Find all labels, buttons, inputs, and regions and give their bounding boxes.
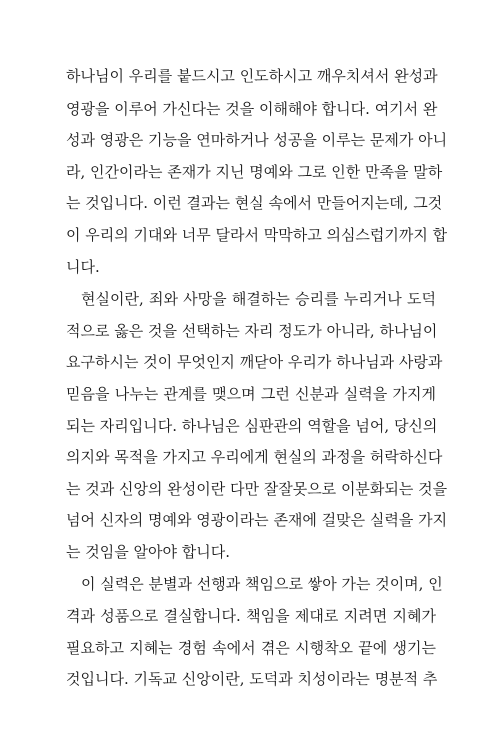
text-line: 격과 성품으로 결실합니다. 책임을 제대로 지려면 지혜가	[66, 607, 436, 625]
text-line: 는 것과 신앙의 완성이란 다만 잘잘못으로 이분화되는 것을	[66, 480, 448, 498]
text-line: 이 실력은 분별과 선행과 책임으로 쌓아 가는 것이며, 인	[81, 575, 443, 593]
text-line: 적으로 옳은 것을 선택하는 자리 정도가 아니라, 하나님이	[66, 322, 438, 340]
text-line: 영광을 이루어 가신다는 것을 이해해야 합니다. 여기서 완	[66, 100, 438, 118]
text-line: 는 것임을 알아야 합니다.	[66, 543, 230, 561]
text-line: 것입니다. 기독교 신앙이란, 도덕과 치성이라는 명분적 추	[66, 670, 438, 688]
text-line: 넘어 신자의 명예와 영광이라는 존재에 걸맞은 실력을 가지	[66, 511, 448, 529]
text-line: 현실이란, 죄와 사망을 해결하는 승리를 누리거나 도덕	[81, 290, 436, 308]
text-line: 는 것입니다. 이런 결과는 현실 속에서 만들어지는데, 그것	[66, 194, 443, 212]
text-line: 되는 자리입니다. 하나님은 심판관의 역할을 넘어, 당신의	[66, 417, 438, 435]
text-line: 필요하고 지혜는 경험 속에서 겪은 시행착오 끝에 생기는	[66, 639, 436, 657]
text-line: 니다.	[66, 258, 100, 276]
text-line: 이 우리의 기대와 너무 달라서 막막하고 의심스럽기까지 합	[66, 226, 448, 244]
text-line: 믿음을 나누는 관계를 맺으며 그런 신분과 실력을 가지게	[66, 385, 436, 403]
text-line: 의지와 목적을 가지고 우리에게 현실의 과정을 허락하신다	[66, 448, 443, 466]
text-line: 성과 영광은 기능을 연마하거나 성공을 이루는 문제가 아니	[66, 131, 448, 149]
text-line: 하나님이 우리를 붙드시고 인도하시고 깨우치셔서 완성과	[66, 67, 438, 85]
text-line: 요구하시는 것이 무엇인지 깨닫아 우리가 하나님과 사랑과	[66, 353, 443, 371]
text-line: 라, 인간이라는 존재가 지닌 명예와 그로 인한 만족을 말하	[66, 163, 443, 181]
